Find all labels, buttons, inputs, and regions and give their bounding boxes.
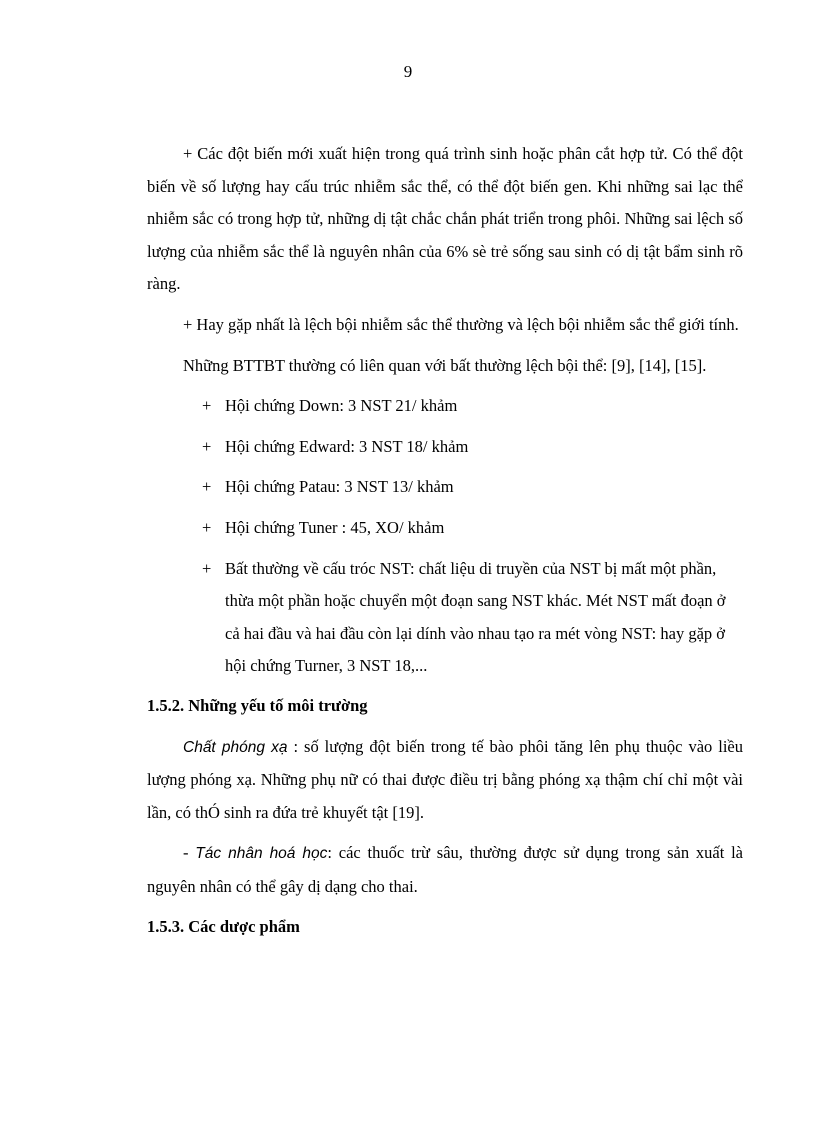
paragraph-chromosomal-mutations: + Các đột biến mới xuất hiện trong quá trình sinh hoặc phân cắt hợp tử. Có thể đột biến về số lượng hay cấu trúc nhiễm sắc thể, có thể đột biến gen. Khi những sai lạc thể nhiễm sắc có trong hợp tử, những dị tật chắc chắn phát triển trong phôi. Những sai lệch số lượng của nhiễm sắc thể là nguyên nhân của 6% sè trẻ sống sau sinh có dị tật bẩm sinh rõ ràng. — [147, 144, 743, 294]
chemical-prefix: - — [183, 843, 196, 863]
bullet-mark: + — [202, 558, 212, 578]
radiation-text: : số lượng đột biến trong tế bào phôi tăng lên phụ thuộc vào liều lượng phóng xạ. Những phụ nữ có thai được điều trị bằng phóng xạ thậm chí chỉ một vài lần, có thÓ sinh ra đứa trẻ khuyết tật [19]. — [147, 736, 743, 822]
list-item-text: Hội chứng Down: 3 NST 21/ khảm — [225, 396, 458, 416]
list-item — [147, 431, 743, 464]
paragraph-radiation — [147, 731, 743, 830]
list-item-text: Hội chứng Edward: 3 NST 18/ khảm — [225, 436, 469, 456]
bullet-mark: + — [202, 396, 212, 416]
chemical-text: : các thuốc trừ sâu, thường được sử dụng trong sản xuất là nguyên nhân có thể gây dị dạng cho thai. — [147, 843, 743, 896]
radiation-lead: Chất phóng xạ — [183, 738, 288, 756]
page-content — [147, 138, 743, 952]
section-heading-environmental-factors: 1.5.2. Những yếu tố môi trường — [147, 695, 368, 715]
bullet-mark: + — [202, 517, 212, 537]
bullet-mark: + — [202, 436, 212, 456]
chemical-lead: Tác nhân hoá học — [195, 845, 328, 863]
section-heading-pharmaceuticals: 1.5.3. Các dược phẩm — [147, 917, 300, 937]
paragraph-chemical-agents — [147, 837, 743, 903]
list-item — [147, 512, 743, 545]
paragraph-associated-syndromes: Những BTTBT thường có liên quan với bất thường lệch bội thể: [9], [14], [15]. — [183, 355, 707, 375]
list-item — [147, 553, 743, 683]
bullet-mark: + — [202, 477, 212, 497]
list-item-text: Bất thường về cấu tróc NST: chất liệu di truyền của NST bị mất một phần, thừa một phần hoặc chuyển một đoạn sang NST khác. Mét NST mất đoạn ở cả hai đầu và hai đầu còn lại dính vào nhau tạo ra mét vòng NST: hay gặp ở hội chứng Turner, 3 NST 18,... — [225, 558, 726, 676]
page-number: 9 — [403, 62, 413, 81]
list-item — [147, 390, 743, 423]
list-item-text: Hội chứng Patau: 3 NST 13/ khảm — [225, 477, 454, 497]
list-item — [147, 471, 743, 504]
syndrome-list — [147, 390, 743, 683]
list-item-text: Hội chứng Tuner : 45, XO/ khảm — [225, 517, 445, 537]
paragraph-aneuploidy: + Hay gặp nhất là lệch bội nhiễm sắc thể thường và lệch bội nhiễm sắc thể giới tính. — [183, 314, 739, 334]
